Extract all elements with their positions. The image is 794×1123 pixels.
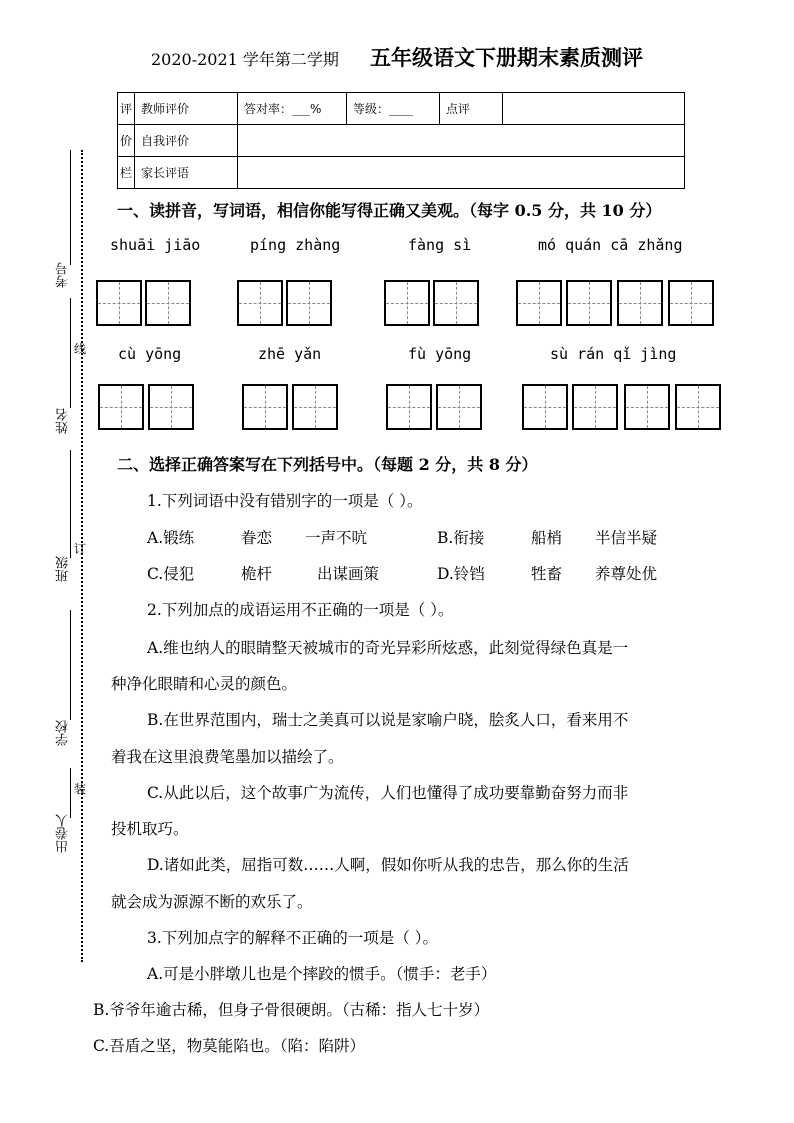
q1-a-word-2: 眷恋	[241, 529, 273, 547]
q1-b-word-1: B.衔接	[437, 529, 485, 547]
q2-option-d-line2: 就会成为源源不断的欢乐了。	[111, 893, 313, 911]
exam-title: 五年级语文下册期末素质测评	[370, 45, 644, 70]
pinyin-3: fàng sì	[408, 236, 472, 254]
class-label: 班级	[56, 556, 71, 582]
pinyin-1: shuāi jiāo	[110, 236, 201, 254]
page-title	[0, 42, 794, 72]
parent-comment-field[interactable]	[238, 157, 685, 189]
class-line	[70, 450, 71, 558]
setter-label: 出卷人	[56, 814, 71, 853]
teacher-eval-label: 教师评价	[135, 93, 238, 125]
char-box[interactable]	[566, 280, 612, 326]
char-box[interactable]	[98, 384, 144, 430]
char-box[interactable]	[96, 280, 142, 326]
self-eval-label: 自我评价	[135, 125, 238, 157]
q1-option-a	[147, 526, 367, 548]
char-box[interactable]	[522, 384, 568, 430]
q2-option-d-line1: D.诸如此类，屈指可数……人啊，假如你听从我的忠告，那么你的生活	[147, 856, 629, 874]
pinyin-6: zhē yǎn	[258, 345, 322, 363]
binding-mark-zhuang: 装	[74, 782, 87, 796]
setter-line	[70, 768, 71, 818]
pinyin-4: mó quán cā zhǎng	[538, 236, 683, 254]
grade-field[interactable]: 等级：____	[347, 93, 440, 125]
pinyin-5: cù yōng	[118, 345, 182, 363]
pinyin-7: fù yōng	[408, 345, 472, 363]
self-eval-field[interactable]	[238, 125, 685, 157]
pinyin-8: sù rán qǐ jìng	[550, 345, 677, 363]
question-1: 1.下列词语中没有错别字的一项是（ ）。	[147, 492, 423, 510]
q1-c-word-2: 桅杆	[241, 565, 273, 583]
binding-mark-ding: 订	[74, 542, 87, 556]
char-box[interactable]	[516, 280, 562, 326]
q1-a-word-3: 一声不吭	[305, 529, 368, 547]
eval-side-label-3: 栏	[118, 157, 135, 189]
char-box[interactable]	[675, 384, 721, 430]
char-box[interactable]	[384, 280, 430, 326]
name-label: 姓名	[56, 408, 71, 434]
q2-option-b-line1: B.在世界范围内，瑞士之美真可以说是家喻户晓，脍炙人口，看来用不	[147, 711, 629, 729]
exam-no-line	[70, 150, 71, 265]
char-box[interactable]	[433, 280, 479, 326]
q1-c-word-1: C.侵犯	[147, 565, 195, 583]
char-box[interactable]	[237, 280, 283, 326]
q3-option-c: C.吾盾之坚，物莫能陷也。（陷：陷阱）	[93, 1037, 365, 1055]
term-label: 2020-2021 学年第二学期	[150, 50, 339, 69]
accuracy-field[interactable]: 答对率：___%	[238, 93, 347, 125]
q1-b-word-2: 船梢	[531, 529, 563, 547]
q1-option-c	[147, 562, 379, 584]
q2-option-a-line1: A.维也纳人的眼睛整天被城市的奇光异彩所炫惑，此刻觉得绿色真是一	[147, 639, 629, 657]
q1-option-b	[437, 526, 657, 548]
pinyin-2: píng zhàng	[250, 236, 341, 254]
char-box[interactable]	[572, 384, 618, 430]
char-box[interactable]	[617, 280, 663, 326]
char-box[interactable]	[148, 384, 194, 430]
char-box[interactable]	[145, 280, 191, 326]
char-box[interactable]	[624, 384, 670, 430]
section2-heading: 二、选择正确答案写在下列括号中。（每题 2 分，共 8 分）	[117, 455, 538, 474]
eval-side-label-1: 评	[118, 93, 135, 125]
comment-label: 点评	[440, 93, 503, 125]
char-box[interactable]	[668, 280, 714, 326]
eval-side-label-2: 价	[118, 125, 135, 157]
q3-option-b: B.爷爷年逾古稀，但身子骨很硬朗。（古稀：指人七十岁）	[93, 1001, 490, 1019]
char-box[interactable]	[286, 280, 332, 326]
name-line	[70, 298, 71, 408]
parent-comment-label: 家长评语	[135, 157, 238, 189]
char-box[interactable]	[242, 384, 288, 430]
q1-d-word-2: 牲畜	[531, 565, 563, 583]
school-label: 学校	[56, 720, 71, 746]
exam-no-label: 考号	[56, 262, 71, 288]
q1-option-d	[437, 562, 657, 584]
question-3: 3.下列加点字的解释不正确的一项是（ ）。	[147, 929, 438, 947]
evaluation-table	[117, 92, 685, 189]
q2-option-c-line1: C.从此以后，这个故事广为流传，人们也懂得了成功要靠勤奋努力而非	[147, 784, 629, 802]
binding-mark-line: 线	[74, 342, 87, 356]
char-box[interactable]	[436, 384, 482, 430]
char-box[interactable]	[292, 384, 338, 430]
q2-option-b-line2: 着我在这里浪费笔墨加以描绘了。	[111, 748, 344, 766]
q1-d-word-1: D.铃铛	[437, 565, 485, 583]
q3-option-a: A.可是小胖墩儿也是个摔跤的惯手。（惯手：老手）	[147, 965, 497, 983]
q1-a-word-1: A.锻练	[147, 529, 195, 547]
char-box[interactable]	[386, 384, 432, 430]
q1-c-word-3: 出谋画策	[317, 565, 380, 583]
q2-option-c-line2: 投机取巧。	[111, 820, 189, 838]
section1-heading: 一、读拼音，写词语，相信你能写得正确又美观。（每字 0.5 分，共 10 分）	[117, 201, 662, 220]
comment-field[interactable]	[503, 93, 685, 125]
q1-d-word-3: 养尊处优	[595, 565, 658, 583]
q1-b-word-3: 半信半疑	[595, 529, 658, 547]
q2-option-a-line2: 种净化眼睛和心灵的颜色。	[111, 675, 298, 693]
question-2: 2.下列加点的成语运用不正确的一项是（ ）。	[147, 601, 454, 619]
school-line	[70, 610, 71, 720]
